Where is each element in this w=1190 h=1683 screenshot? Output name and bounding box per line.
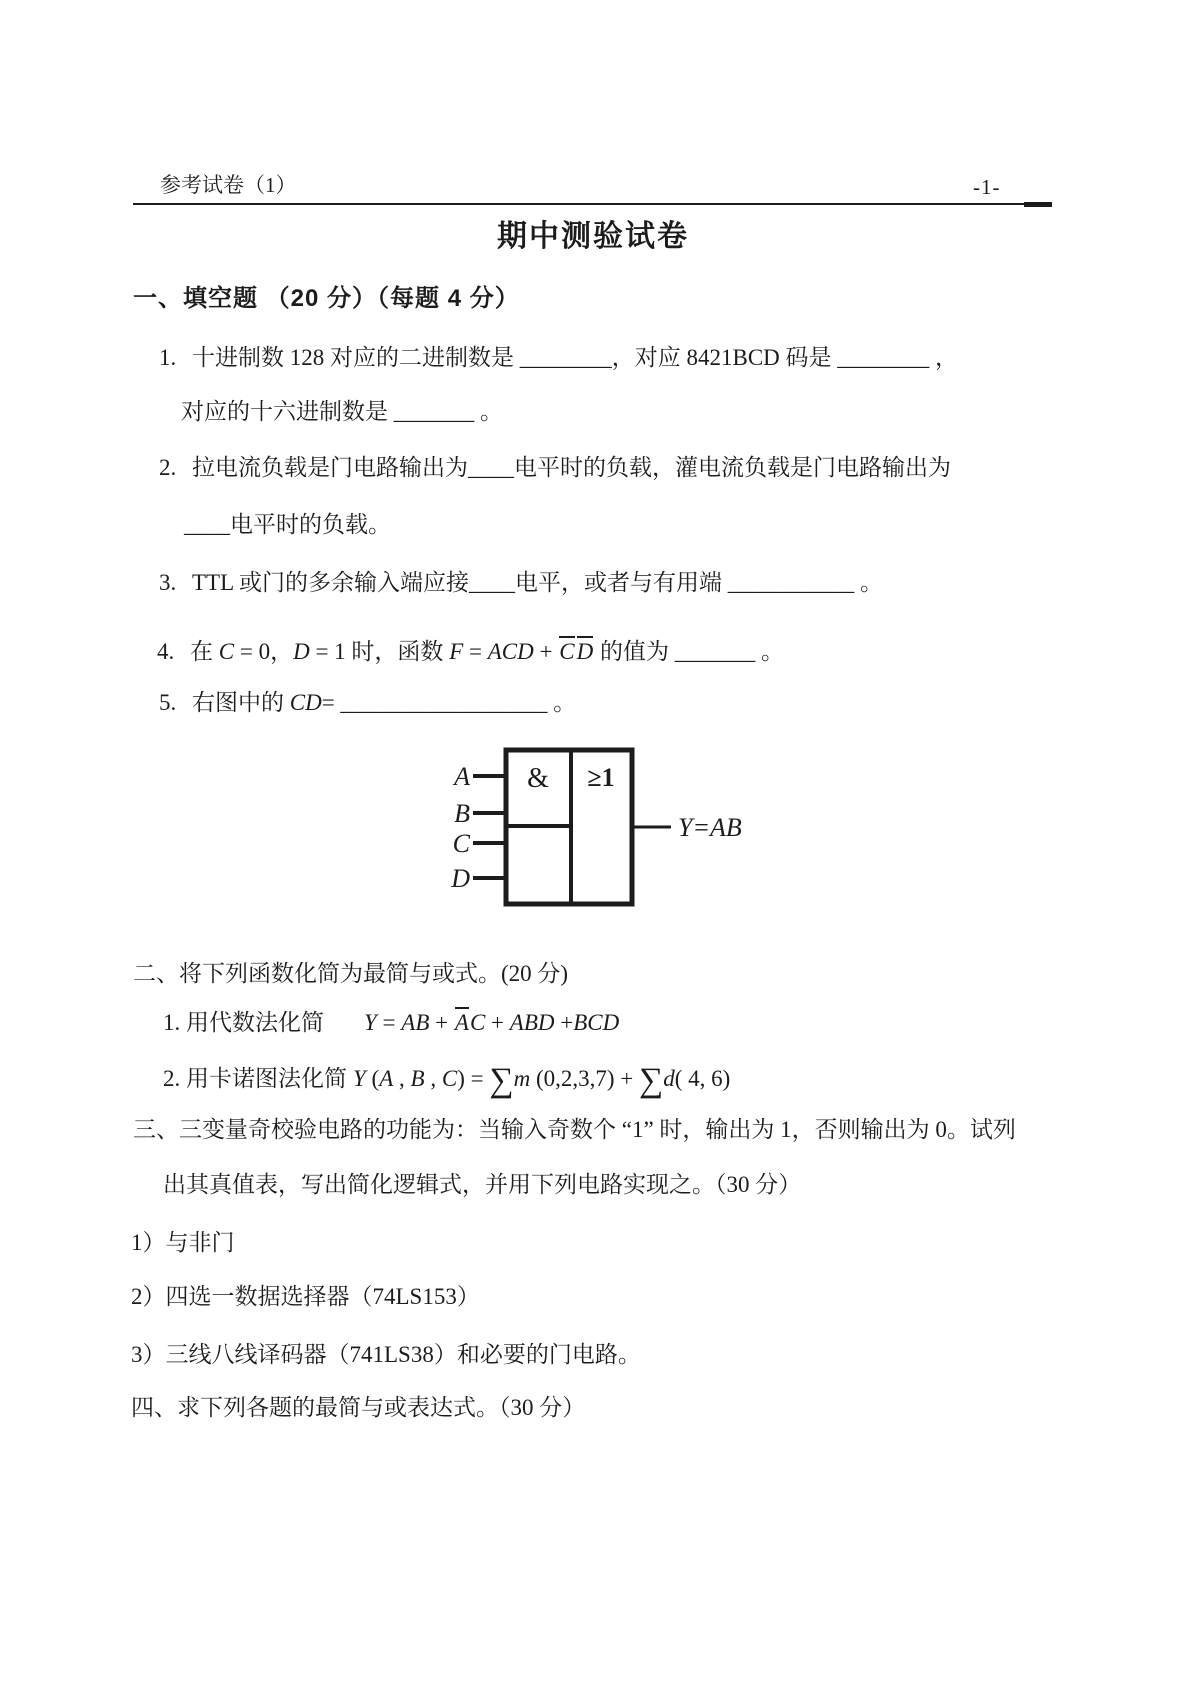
s1-item4-formula: 在 C = 0，D = 1 时，函数 F = ACD + CD 的值为 _______ 。 (190, 639, 784, 664)
logic-circuit-svg (440, 742, 760, 914)
s2-item1-label: 1. 用代数法化简 (163, 1010, 324, 1035)
section2-heading: 二、将下列函数化简为最简与或式。(20 分) (133, 961, 569, 986)
header-rule-bold-segment (1024, 202, 1052, 207)
s1-item2-number: 2. (159, 455, 177, 480)
s2-item1-formula: Y = AB + AC + ABD +BCD (364, 1010, 619, 1035)
header-doc-label: 参考试卷（1） (160, 173, 297, 197)
s1-item5-line (159, 689, 576, 718)
s1-item2-line2: ____电平时的负载。 (184, 512, 391, 537)
section1-heading: 一、填空题 （20 分）（每题 4 分） (133, 285, 520, 312)
input-label-b: B (454, 799, 470, 828)
or-gate-symbol: ≥1 (587, 763, 615, 792)
section3-line1: 三、三变量奇校验电路的功能为：当输入奇数个 “1” 时，输出为 1，否则输出为 0。试列 (133, 1117, 1016, 1142)
s2-item1-line (163, 1007, 619, 1038)
s1-item1-line2: 对应的十六进制数是 _______ 。 (181, 399, 503, 424)
page-title: 期中测验试卷 (497, 220, 689, 253)
logic-circuit-diagram (440, 742, 760, 914)
s1-item1-number: 1. (159, 345, 177, 370)
s1-item5-formula: 右图中的 CD= __________________ 。 (192, 690, 577, 715)
s1-item1-text1: 十进制数 128 对应的二进制数是 ________，对应 8421BCD 码是 ________ ， (192, 345, 959, 370)
s1-item2-text1: 拉电流负载是门电路输出为____电平时的负载，灌电流负载是门电路输出为 (192, 455, 951, 480)
output-label: Y=AB (678, 813, 742, 842)
s1-item3-line (159, 569, 883, 598)
s1-item3-number: 3. (159, 570, 177, 595)
s2-item2-formula: Y (A , B , C) = ∑m (0,2,3,7) + ∑d( 4, 6) (353, 1062, 731, 1099)
input-label-d: D (451, 864, 470, 893)
section4-heading: 四、求下列各题的最简与或表达式。（30 分） (131, 1395, 586, 1420)
input-label-a: A (454, 762, 470, 791)
section3-sub3: 3）三线八线译码器（741LS38）和必要的门电路。 (131, 1342, 641, 1367)
header-page-number: -1- (973, 175, 1001, 199)
s1-item4-line (157, 636, 784, 667)
section3-sub2: 2）四选一数据选择器（74LS153） (131, 1284, 480, 1309)
s2-item2-label: 2. 用卡诺图法化简 (163, 1066, 347, 1091)
s1-item5-number: 5. (159, 690, 177, 715)
and-gate-symbol: & (527, 763, 549, 794)
input-label-c: C (452, 829, 470, 858)
s2-item2-line (163, 1062, 731, 1099)
s1-item2-line1 (159, 454, 951, 483)
header-rule (133, 203, 1047, 205)
s1-item1-line1 (159, 344, 958, 373)
s1-item3-text: TTL 或门的多余输入端应接____电平，或者与有用端 ___________ 。 (192, 570, 884, 595)
section3-line2: 出其真值表，写出简化逻辑式，并用下列电路实现之。（30 分） (163, 1172, 802, 1197)
s1-item4-number: 4. (157, 639, 175, 664)
section3-sub1: 1）与非门 (131, 1230, 235, 1255)
